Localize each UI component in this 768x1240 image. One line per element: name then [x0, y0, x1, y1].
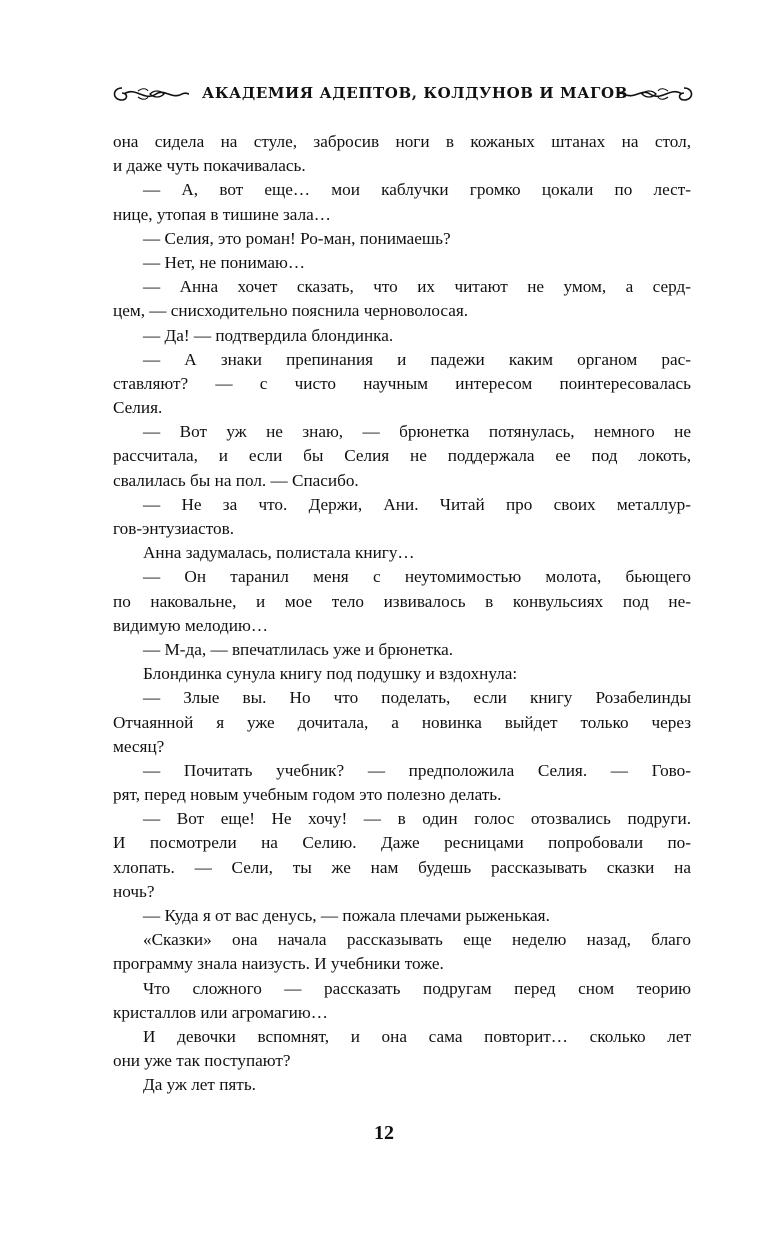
text-line: — Почитать учебник? — предположила Селия. — Гово-: [143, 760, 691, 780]
text-line: — Да! — подтвердила блондинка.: [143, 325, 394, 345]
text-line: гов-энтузиастов.: [113, 519, 235, 538]
text-line: — Куда я от вас денусь, — пожала плечами рыженькая.: [143, 906, 550, 925]
page-number: 12: [374, 1122, 394, 1144]
text-line: она сидела на стуле, забросив ноги в кожаных штанах на стол,: [113, 132, 691, 151]
text-line: — Анна хочет сказать, что их читают не умом, а серд-: [143, 277, 691, 297]
text-line: ночь?: [113, 881, 155, 901]
text-line: Блондинка сунула книгу под подушку и вздохнула:: [143, 664, 518, 684]
text-line: нице, утопая в тишине зала…: [113, 204, 331, 224]
text-line: Анна задумалась, полистала книгу…: [143, 543, 415, 563]
text-line: они уже так поступают?: [113, 1051, 291, 1071]
text-line: Да уж лет пять.: [143, 1075, 256, 1095]
flourish-left-icon: [110, 82, 190, 106]
text-line: ставляют? — с чисто научным интересом поинтересовалась: [113, 373, 691, 393]
text-line: — А знаки препинания и падежи каким органом рас-: [143, 349, 691, 369]
text-line: рассчитала, и если бы Селия не поддержала ее под локоть,: [113, 446, 691, 466]
text-line: И посмотрели на Селию. Даже ресницами попробовали по-: [113, 833, 691, 853]
text-line: — Вот еще! Не хочу! — в один голос отозвались подруги.: [143, 809, 691, 829]
text-line: кристаллов или агромагию…: [113, 1002, 328, 1022]
text-line: — А, вот еще… мои каблучки громко цокали по лест-: [143, 180, 691, 200]
text-line: — Злые вы. Но что поделать, если книгу Розабелинды: [143, 688, 691, 708]
text-line: И девочки вспомнят, и она сама повторит… сколько лет: [143, 1026, 691, 1046]
text-line: — М-да, — впечатлилась уже и брюнетка.: [143, 639, 454, 659]
text-line: Что сложного — рассказать подругам перед сном теорию: [143, 978, 691, 998]
text-line: рят, перед новым учебным годом это полезно делать.: [113, 785, 502, 805]
text-line: и даже чуть покачивалась.: [113, 156, 306, 176]
flourish-right-icon: [616, 82, 696, 106]
text-line: — Он таранил меня с неутомимостью молота, бьющего: [143, 567, 691, 587]
text-line: Отчаянной я уже дочитала, а новинка выйдет только через: [113, 712, 691, 732]
text-line: хлопать. — Сели, ты же нам будешь рассказывать сказки на: [113, 857, 691, 877]
text-line: месяц?: [113, 736, 165, 756]
text-line: видимую мелодию…: [113, 615, 269, 635]
text-line: — Не за что. Держи, Ани. Читай про своих металлур-: [143, 494, 691, 514]
header-title: АКАДЕМИЯ АДЕПТОВ, КОЛДУНОВ И МАГОВ: [202, 84, 628, 102]
page-body: [113, 130, 691, 1098]
text-line: — Селия, это роман! Ро-ман, понимаешь?: [143, 228, 451, 248]
text-line: программу знала наизусть. И учебники тоже.: [113, 954, 444, 974]
text-line: «Сказки» она начала рассказывать еще неделю назад, благо: [143, 930, 691, 950]
text-line: свалилась бы на пол. — Спасибо.: [113, 470, 359, 490]
running-header: [110, 80, 696, 110]
text-line: цем, — снисходительно пояснила черноволосая.: [113, 301, 469, 321]
text-line: по наковальне, и мое тело извивалось в конвульсиях под не-: [113, 591, 691, 611]
text-line: — Вот уж не знаю, — брюнетка потянулась, немного не: [143, 422, 691, 442]
text-line: — Нет, не понимаю…: [143, 252, 306, 272]
text-line: Селия.: [113, 398, 163, 418]
